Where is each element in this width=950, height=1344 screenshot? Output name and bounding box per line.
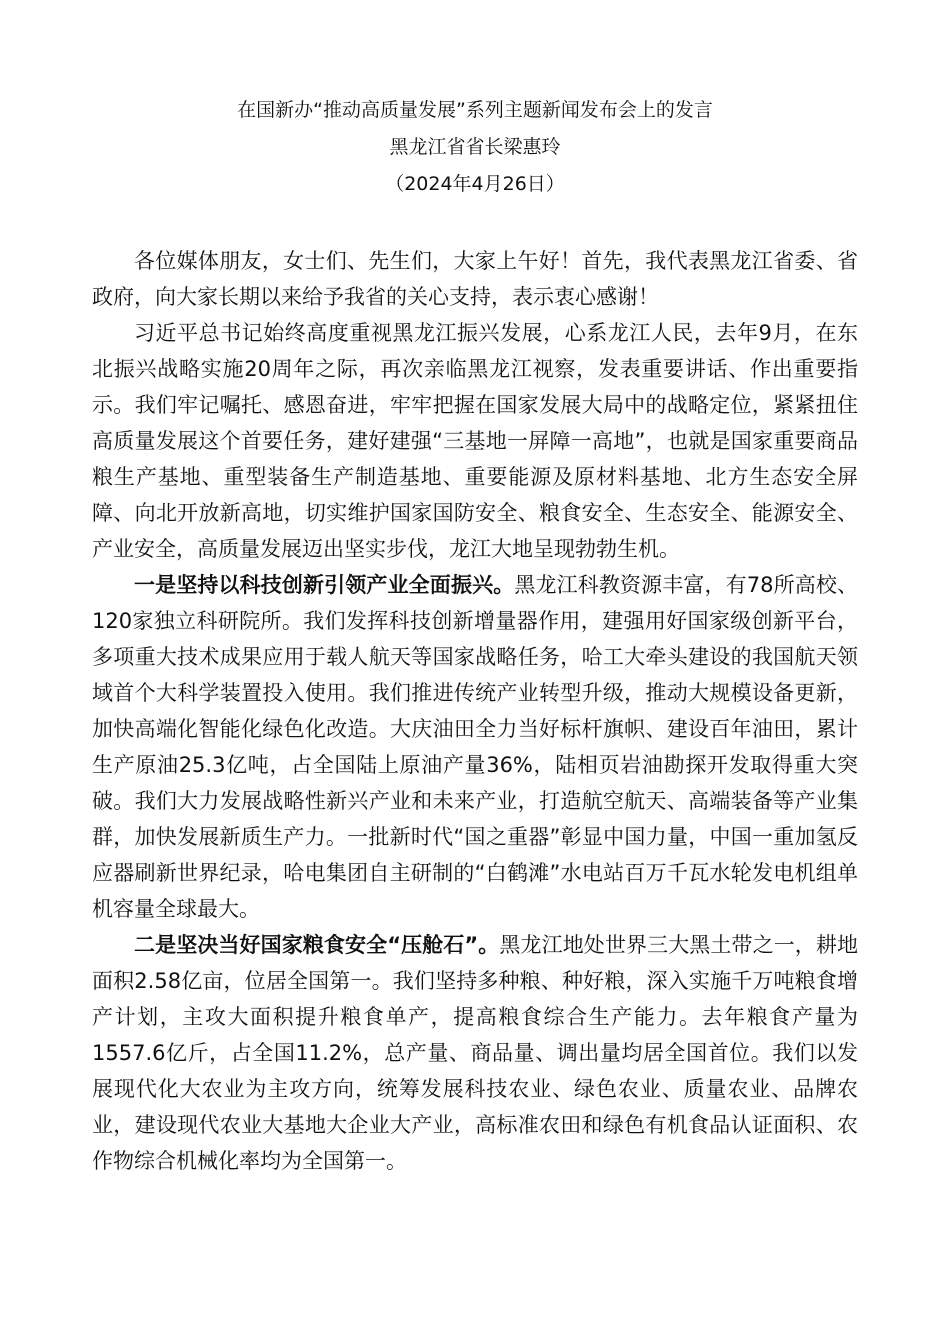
paragraph-food-security <box>92 927 858 1179</box>
document-body <box>92 243 858 1179</box>
speech-date: （2024年4月26日） <box>385 173 565 195</box>
document-header <box>92 92 858 203</box>
paragraph-greeting <box>92 243 858 315</box>
paragraph-tech-innovation <box>92 567 858 927</box>
paragraph-text: 各位媒体朋友，女士们、先生们，大家上午好！首先，我代表黑龙江省委、省政府，向大家长期以来给予我省的关心支持，表示衷心感谢！ <box>92 249 858 309</box>
paragraph-text: 黑龙江科教资源丰富，有78所高校、120家独立科研院所。我们发挥科技创新增量器作用，建强用好国家级创新平台，多项重大技术成果应用于载人航天等国家战略任务，哈工大牵头建设的我国航天领域首个大科学装置投入使用。我们推进传统产业转型升级，推动大规模设备更新，加快高端化智能化绿色化改造。大庆油田全力当好标杆旗帜、建设百年油田，累计生产原油25.3亿吨，占全国陆上原油产量36%，陆相页岩油勘探开发取得重大突破。我们大力发展战略性新兴产业和未来产业，打造航空航天、高端装备等产业集群，加快发展新质生产力。一批新时代“国之重器”彰显中国力量，中国一重加氢反应器刷新世界纪录，哈电集团自主研制的“白鹤滩”水电站百万千瓦水轮发电机组单机容量全球最大。 <box>92 573 858 921</box>
paragraph-text: 黑龙江地处世界三大黑土带之一，耕地面积2.58亿亩，位居全国第一。我们坚持多种粮、种好粮，深入实施千万吨粮食增产计划，主攻大面积提升粮食单产，提高粮食综合生产能力。去年粮食产量为1557.6亿斤，占全国11.2%，总产量、商品量、调出量均居全国首位。我们以发展现代化大农业为主攻方向，统筹发展科技农业、绿色农业、质量农业、品牌农业，建设现代农业大基地大企业大产业，高标准农田和绿色有机食品认证面积、农作物综合机械化率均为全国第一。 <box>92 933 859 1173</box>
speaker-name: 黑龙江省省长梁惠玲 <box>389 136 561 158</box>
paragraph-overview <box>92 315 858 567</box>
paragraph-lead: 二是坚决当好国家粮食安全“压舱石”。 <box>134 933 500 957</box>
paragraph-text: 习近平总书记始终高度重视黑龙江振兴发展，心系龙江人民，去年9月，在东北振兴战略实施20周年之际，再次亲临黑龙江视察，发表重要讲话、作出重要指示。我们牢记嘱托、感恩奋进，牢牢把握在国家发展大局中的战略定位，紧紧扭住高质量发展这个首要任务，建好建强“三基地一屏障一高地”，也就是国家重要商品粮生产基地、重型装备生产制造基地、重要能源及原材料基地、北方生态安全屏障、向北开放新高地，切实维护国家国防安全、粮食安全、生态安全、能源安全、产业安全，高质量发展迈出坚实步伐，龙江大地呈现勃勃生机。 <box>92 321 858 561</box>
document-title: 在国新办“推动高质量发展”系列主题新闻发布会上的发言 <box>237 99 713 121</box>
paragraph-lead: 一是坚持以科技创新引领产业全面振兴。 <box>134 573 515 597</box>
